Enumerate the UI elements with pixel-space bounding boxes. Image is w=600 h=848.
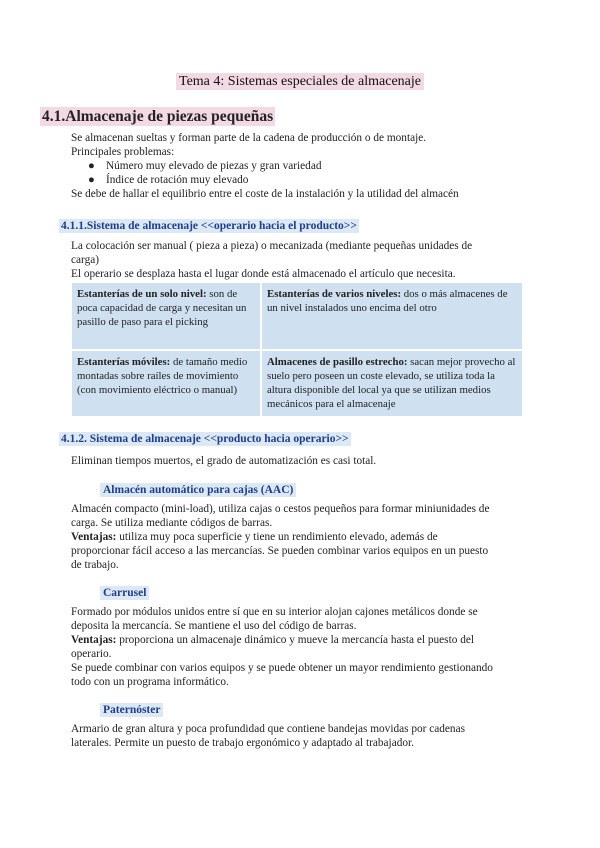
paragraph: carga. Se utiliza mediante códigos de barras. <box>71 517 273 529</box>
paragraph: deposita la mercancía. Se mantiene el uso del código de barras. <box>71 620 357 632</box>
table-cell: Almacenes de pasillo estrecho: sacan mejor provecho al suelo pero poseen un coste elevado, se utiliza toda la altura disponible del local ya que se utilizan medios mecánicos para el almacenaje <box>262 351 522 416</box>
table-row <box>72 283 522 349</box>
paragraph: operario. <box>71 648 112 660</box>
paragraph: todo con un programa informático. <box>71 676 229 688</box>
subheading-carrusel: Carrusel <box>100 587 149 599</box>
subheading-paternoster: Paternóster <box>100 704 163 716</box>
paragraph: Formado por módulos unidos entre sí que en su interior alojan cajones metálicos donde se <box>71 606 478 618</box>
paragraph: laterales. Permite un puesto de trabajo ergonómico y adaptado al trabajador. <box>71 737 414 749</box>
list-item: ● Número muy elevado de piezas y gran variedad <box>88 160 322 172</box>
section-heading-4-1-1: 4.1.1.Sistema de almacenaje <<operario hacia el producto>> <box>61 220 357 232</box>
paragraph: Ventajas: proporciona un almacenaje dinámico y mueve la mercancía hasta el puesto del <box>71 634 474 646</box>
paragraph: carga) <box>71 254 100 266</box>
subheading-aac: Almacén automático para cajas (AAC) <box>100 484 296 496</box>
paragraph: de trabajo. <box>71 559 119 571</box>
paragraph: Principales problemas: <box>71 146 175 158</box>
table-cell: Estanterías de varios niveles: dos o más almacenes de un nivel instalados uno encima del otro <box>262 283 522 349</box>
section-heading-4-1-2: 4.1.2. Sistema de almacenaje <<producto hacia operario>> <box>61 433 349 445</box>
paragraph: Se puede combinar con varios equipos y se puede obtener un mayor rendimiento gestionando <box>71 662 493 674</box>
paragraph: proporcionar fácil acceso a las mercancías. Se pueden combinar varios equipos en un puesto <box>71 545 489 557</box>
table-row <box>72 351 522 416</box>
paragraph: Se debe de hallar el equilibrio entre el coste de la instalación y la utilidad del almacén <box>71 188 459 200</box>
table-cell: Estanterías de un solo nivel: son de poca capacidad de carga y necesitan un pasillo de paso para el picking <box>72 283 260 349</box>
section-heading-4-1: 4.1.Almacenaje de piezas pequeñas <box>42 108 274 125</box>
paragraph: Se almacenan sueltas y forman parte de la cadena de producción o de montaje. <box>71 132 427 144</box>
storage-types-table <box>70 281 524 418</box>
paragraph: Ventajas: utiliza muy poca superficie y tiene un rendimiento elevado, además de <box>71 531 438 543</box>
bullet-icon: ● <box>88 160 95 172</box>
list-item: ● Índice de rotación muy elevado <box>88 174 249 186</box>
paragraph: Eliminan tiempos muertos, el grado de automatización es casi total. <box>71 455 377 467</box>
paragraph: La colocación ser manual ( pieza a pieza) o mecanizada (mediante pequeñas unidades de <box>71 240 473 252</box>
paragraph: Almacén compacto (mini-load), utiliza cajas o cestos pequeños para formar miniunidades de <box>71 503 490 515</box>
document-title: Tema 4: Sistemas especiales de almacenaje <box>0 72 600 90</box>
table-cell: Estanterías móviles: de tamaño medio montadas sobre raíles de movimiento (con movimiento eléctrico o manual) <box>72 351 260 416</box>
bullet-icon: ● <box>88 174 95 186</box>
paragraph: El operario se desplaza hasta el lugar donde está almacenado el artículo que necesita. <box>71 268 456 280</box>
paragraph: Armario de gran altura y poca profundidad que contiene bandejas movidas por cadenas <box>71 723 465 735</box>
